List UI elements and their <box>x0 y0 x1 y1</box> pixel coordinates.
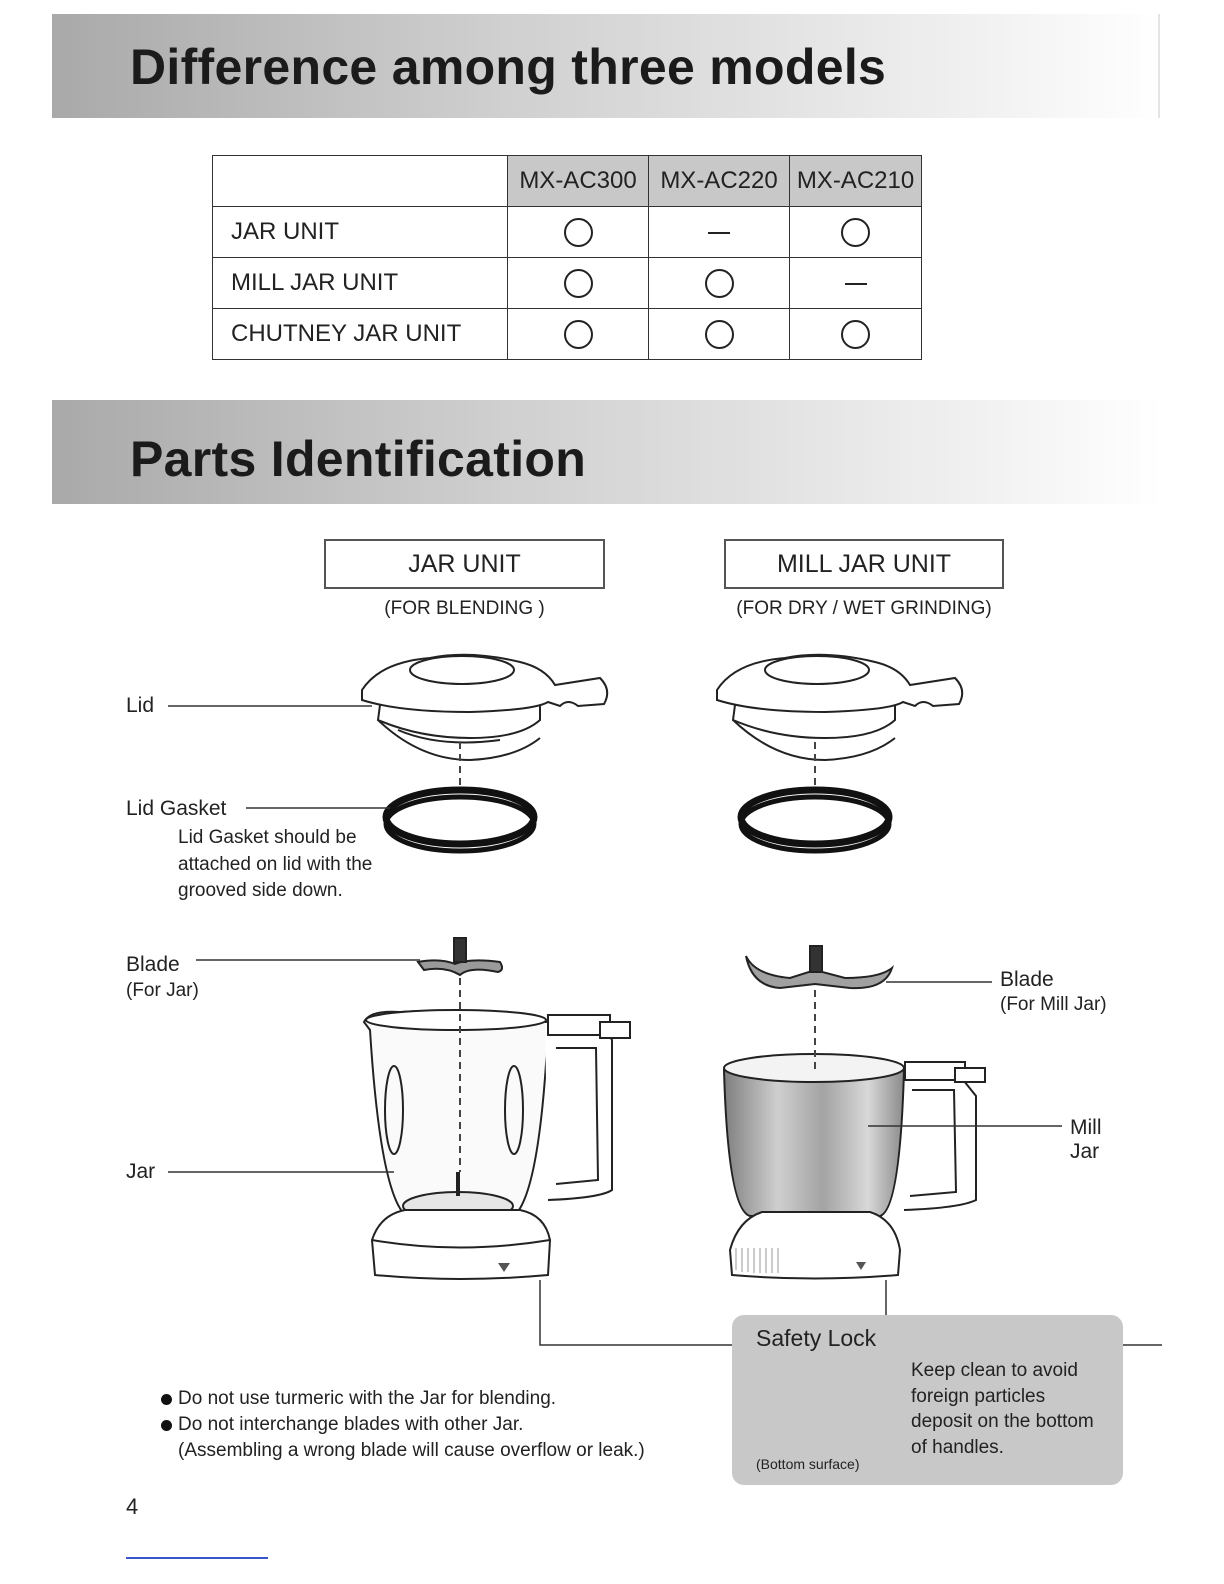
safety-lock-text-line: deposit on the bottom <box>911 1411 1094 1432</box>
lid-gasket-note-line: Lid Gasket should be <box>178 827 357 848</box>
mill-lid-drawing <box>717 655 962 760</box>
caution-note-continuation: (Assembling a wrong blade will cause overflow or leak.) <box>178 1440 645 1461</box>
jar-unit-subtitle: (FOR BLENDING ) <box>384 598 545 619</box>
bullet-icon <box>161 1394 172 1405</box>
safety-lock-text <box>911 1358 1121 1460</box>
section-title-parts: Parts Identification <box>130 431 587 487</box>
caution-note <box>160 1412 645 1438</box>
row-label: MILL JAR UNIT <box>213 258 508 309</box>
label-lid-gasket: Lid Gasket <box>126 797 227 820</box>
safety-lock-panel <box>732 1315 1123 1485</box>
lid-gasket-note-line: attached on lid with the <box>178 853 373 875</box>
column-header: MX-AC220 <box>649 156 790 207</box>
mill-jar-unit-box: MILL JAR UNIT <box>724 539 1004 589</box>
row-label: JAR UNIT <box>213 207 508 258</box>
label-blade-mill-sub: (For Mill Jar) <box>1000 994 1107 1015</box>
label-lid: Lid <box>126 694 155 717</box>
jar-lid-gasket-drawing <box>386 790 534 851</box>
mill-blade-drawing <box>746 946 892 988</box>
safety-lock-text-line: foreign particles <box>911 1385 1046 1407</box>
lid-gasket-note-line: grooved side down. <box>178 880 343 901</box>
caution-note-text: Do not use turmeric with the Jar for blending. <box>178 1388 557 1409</box>
safety-lock-caption: (Bottom surface) <box>756 1456 860 1472</box>
jar-drawing <box>364 1010 630 1279</box>
label-mill-jar-line2: Jar <box>1070 1140 1100 1163</box>
safety-lock-text-line: of handles. <box>911 1436 1004 1458</box>
mill-jar-unit-subtitle: (FOR DRY / WET GRINDING) <box>736 598 992 619</box>
column-header: MX-AC300 <box>508 156 649 207</box>
safety-lock-text-line: Keep clean to avoid <box>911 1360 1078 1381</box>
footer-rule <box>126 1557 268 1559</box>
row-label: CHUTNEY JAR UNIT <box>213 309 508 360</box>
mill-jar-drawing <box>724 1054 985 1279</box>
caution-notes <box>160 1386 645 1464</box>
safety-lock-title: Safety Lock <box>756 1325 877 1351</box>
section-title-models: Difference among three models <box>130 39 887 95</box>
label-blade-jar-sub: (For Jar) <box>126 980 199 1001</box>
mill-lid-gasket-drawing <box>741 790 889 851</box>
page-number: 4 <box>126 1494 139 1519</box>
bullet-icon <box>161 1420 172 1431</box>
jar-lid-drawing <box>362 655 607 760</box>
label-mill-jar-line1: Mill <box>1070 1116 1102 1139</box>
label-blade-mill: Blade <box>1000 968 1054 991</box>
label-jar: Jar <box>126 1160 156 1183</box>
label-blade-jar: Blade <box>126 953 180 976</box>
jar-blade-drawing <box>418 938 502 975</box>
caution-note <box>160 1386 645 1412</box>
jar-unit-box: JAR UNIT <box>324 539 605 589</box>
lid-gasket-note <box>178 825 372 905</box>
column-header: MX-AC210 <box>790 156 922 207</box>
caution-note-text: Do not interchange blades with other Jar. <box>178 1414 524 1435</box>
leader-lines <box>168 706 1162 1400</box>
